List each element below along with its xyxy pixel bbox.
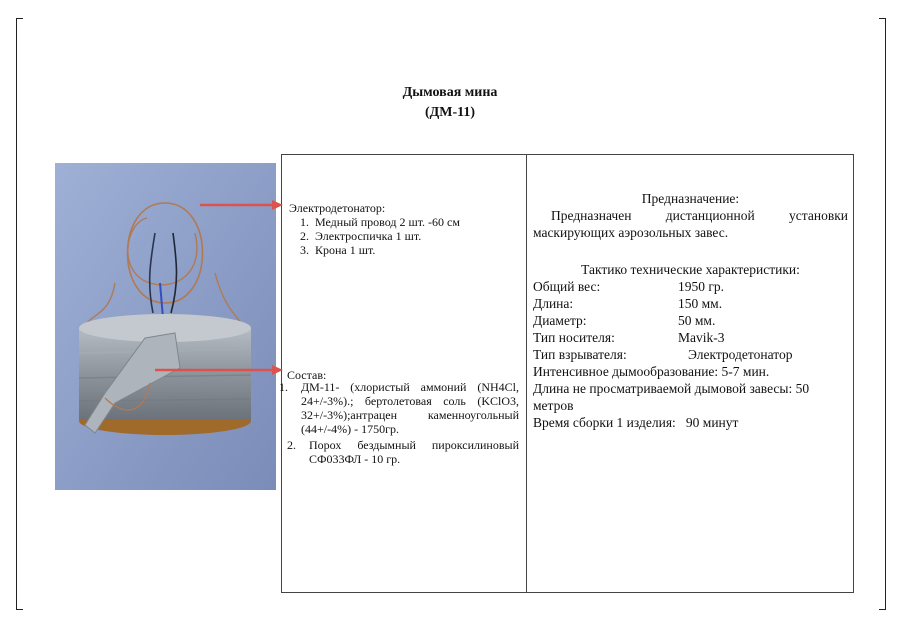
list-item: 2. Электроспичка 1 шт. — [300, 229, 422, 243]
document-title: Дымовая мина — [402, 85, 498, 100]
arrow-composition-head — [272, 365, 283, 375]
composition-heading: Состав: — [287, 368, 327, 382]
electrodetonator-heading: Электродетонатор: — [289, 201, 386, 215]
purpose-heading: Предназначение: — [641, 191, 740, 206]
spec-row: Общий вес: 1950 гр. — [533, 279, 725, 294]
spec-row: Длина: 150 мм. — [533, 296, 723, 311]
assembly-time: Время сборки 1 изделия: 90 минут — [533, 415, 739, 430]
purpose-text: Предназначен дистанционной установки маскирующих аэрозольных завес. — [533, 208, 848, 240]
list-item: 1. ДМ-11- (хлористый аммоний (NH4Cl, 24+/-3%).; бертолетовая соль (KClO3, 32+/-3%);антрацен каменноугольный (44+/-4%) - 1750гр. — [279, 380, 519, 436]
arrow-electrodetonator-head — [272, 200, 283, 210]
list-item: 3. Крона 1 шт. — [300, 243, 376, 257]
list-item: 2. Порох бездымный пироксилиновый СФ033ФЛ - 10 гр. — [287, 438, 519, 466]
right-cell — [533, 190, 848, 431]
list-item: 1. Медный провод 2 шт. -60 см — [300, 215, 460, 229]
spec-row: Диаметр: 50 мм. — [533, 313, 716, 328]
spec-row: Тип взрывателя: Электродетонатор — [533, 347, 793, 362]
smoke-length-text: Длина не просматриваемой дымовой завесы: 50 метров — [533, 381, 810, 413]
specs-heading: Тактико технические характеристики: — [581, 262, 800, 277]
composition-list — [279, 380, 519, 468]
intensity-text: Интенсивное дымообразование: 5-7 мин. — [533, 364, 770, 379]
electrodetonator-list — [289, 215, 519, 257]
document-subtitle: (ДМ-11) — [424, 105, 476, 120]
spec-row: Тип носителя: Mavik-3 — [533, 330, 725, 345]
